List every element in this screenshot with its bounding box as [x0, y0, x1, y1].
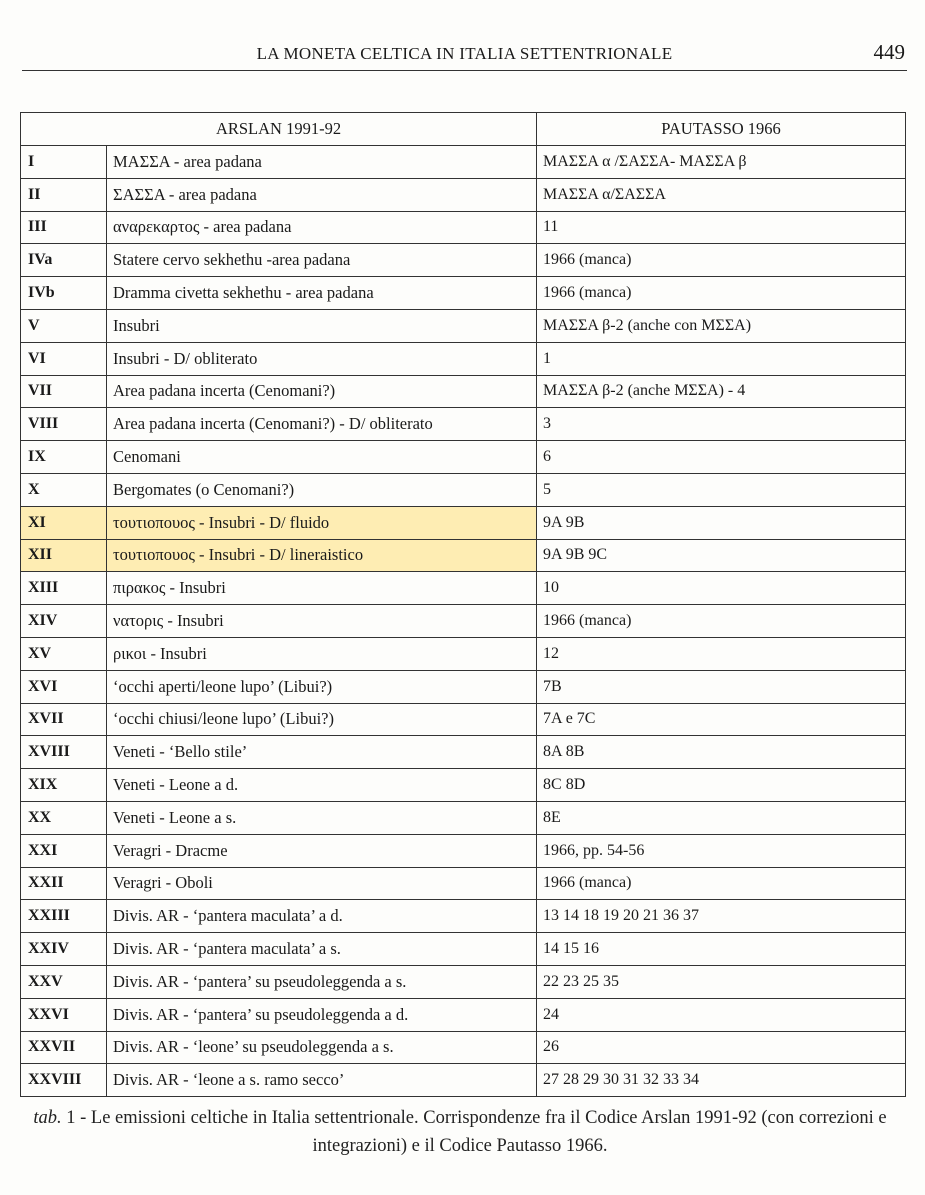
table-row: [21, 670, 906, 703]
table-row: [21, 933, 906, 966]
row-number: XI: [21, 506, 107, 539]
row-reference: 1966, pp. 54-56: [537, 834, 906, 867]
table-row: [21, 375, 906, 408]
row-description: ‘occhi aperti/leone lupo’ (Libui?): [107, 670, 537, 703]
row-number: VII: [21, 375, 107, 408]
row-reference: 14 15 16: [537, 933, 906, 966]
row-number: XV: [21, 637, 107, 670]
row-reference: ΜΑΣΣΑ β-2 (anche con ΜΣΣΑ): [537, 309, 906, 342]
table-row: [21, 605, 906, 638]
row-reference: 1966 (manca): [537, 867, 906, 900]
row-reference: 9A 9B 9C: [537, 539, 906, 572]
table-row: [21, 736, 906, 769]
row-reference: 24: [537, 998, 906, 1031]
row-reference: 1966 (manca): [537, 277, 906, 310]
table-row: [21, 408, 906, 441]
table-row: [21, 834, 906, 867]
row-number: XXI: [21, 834, 107, 867]
row-reference: 27 28 29 30 31 32 33 34: [537, 1064, 906, 1097]
row-number: XVI: [21, 670, 107, 703]
table-row: [21, 277, 906, 310]
caption-text: 1 - Le emissioni celtiche in Italia settentrionale. Corrispondenze fra il Codice Arslan 1991-92 (con correzioni e integrazioni) e il Codice Pautasso 1966.: [61, 1108, 887, 1156]
row-reference: 3: [537, 408, 906, 441]
row-reference: 5: [537, 473, 906, 506]
row-reference: ΜΑΣΣΑ α /ΣΑΣΣΑ- ΜΑΣΣΑ β: [537, 146, 906, 179]
running-title: LA MONETA CELTICA IN ITALIA SETTENTRIONALE: [256, 44, 673, 63]
row-number: II: [21, 178, 107, 211]
row-number: XXVII: [21, 1031, 107, 1064]
table-row: [21, 1064, 906, 1097]
row-reference: 1: [537, 342, 906, 375]
row-reference: 11: [537, 211, 906, 244]
row-number: IVa: [21, 244, 107, 277]
table-row: [21, 178, 906, 211]
table-row: [21, 146, 906, 179]
correspondence-table-container: [20, 112, 905, 1097]
column-header-pautasso: PAUTASSO 1966: [537, 113, 906, 146]
table-row: [21, 506, 906, 539]
row-description: τουτιοπουος - Insubri - D/ lineraistico: [107, 539, 537, 572]
row-number: XIII: [21, 572, 107, 605]
row-description: Cenomani: [107, 441, 537, 474]
row-number: XVIII: [21, 736, 107, 769]
table-row: [21, 572, 906, 605]
row-reference: 8A 8B: [537, 736, 906, 769]
row-reference: 22 23 25 35: [537, 965, 906, 998]
row-reference: 9A 9B: [537, 506, 906, 539]
row-description: ΜΑΣΣΑ - area padana: [107, 146, 537, 179]
table-row: [21, 539, 906, 572]
row-number: XXVI: [21, 998, 107, 1031]
row-description: τουτιοπουος - Insubri - D/ fluido: [107, 506, 537, 539]
row-reference: 7A e 7C: [537, 703, 906, 736]
row-number: III: [21, 211, 107, 244]
row-reference: 26: [537, 1031, 906, 1064]
row-description: Divis. AR - ‘pantera maculata’ a d.: [107, 900, 537, 933]
row-reference: ΜΑΣΣΑ α/ΣΑΣΣΑ: [537, 178, 906, 211]
table-row: [21, 965, 906, 998]
row-number: XXV: [21, 965, 107, 998]
row-number: XII: [21, 539, 107, 572]
row-description: ‘occhi chiusi/leone lupo’ (Libui?): [107, 703, 537, 736]
row-description: νατορις - Insubri: [107, 605, 537, 638]
caption-lead: tab.: [33, 1108, 62, 1128]
row-number: XXIII: [21, 900, 107, 933]
table-row: [21, 441, 906, 474]
row-reference: 6: [537, 441, 906, 474]
row-reference: 10: [537, 572, 906, 605]
row-description: Divis. AR - ‘pantera’ su pseudoleggenda a d.: [107, 998, 537, 1031]
row-description: Veragri - Dracme: [107, 834, 537, 867]
correspondence-table: [20, 112, 906, 1097]
row-description: Insubri: [107, 309, 537, 342]
row-number: XIV: [21, 605, 107, 638]
row-number: IX: [21, 441, 107, 474]
row-description: Veneti - Leone a d.: [107, 769, 537, 802]
row-number: XVII: [21, 703, 107, 736]
row-description: Divis. AR - ‘leone’ su pseudoleggenda a s.: [107, 1031, 537, 1064]
row-description: Veneti - ‘Bello stile’: [107, 736, 537, 769]
row-description: Dramma civetta sekhethu - area padana: [107, 277, 537, 310]
row-reference: 8E: [537, 801, 906, 834]
row-description: Divis. AR - ‘leone a s. ramo secco’: [107, 1064, 537, 1097]
table-row: [21, 309, 906, 342]
row-number: I: [21, 146, 107, 179]
row-number: XXIV: [21, 933, 107, 966]
row-description: Veragri - Oboli: [107, 867, 537, 900]
page-header: [22, 40, 907, 71]
row-description: αναρεκαρτος - area padana: [107, 211, 537, 244]
row-number: XXVIII: [21, 1064, 107, 1097]
table-caption: [30, 1104, 890, 1160]
row-reference: 7B: [537, 670, 906, 703]
row-reference: 1966 (manca): [537, 605, 906, 638]
row-description: Bergomates (o Cenomani?): [107, 473, 537, 506]
row-number: XXII: [21, 867, 107, 900]
table-row: [21, 998, 906, 1031]
table-header-row: [21, 113, 906, 146]
row-description: Divis. AR - ‘pantera’ su pseudoleggenda a s.: [107, 965, 537, 998]
table-row: [21, 244, 906, 277]
table-row: [21, 637, 906, 670]
row-description: Area padana incerta (Cenomani?) - D/ obliterato: [107, 408, 537, 441]
row-description: ρικοι - Insubri: [107, 637, 537, 670]
column-header-arslan: ARSLAN 1991-92: [21, 113, 537, 146]
row-number: XIX: [21, 769, 107, 802]
table-row: [21, 801, 906, 834]
row-reference: 8C 8D: [537, 769, 906, 802]
row-description: ΣΑΣΣΑ - area padana: [107, 178, 537, 211]
row-description: πιρακος - Insubri: [107, 572, 537, 605]
table-row: [21, 867, 906, 900]
table-row: [21, 1031, 906, 1064]
row-description: Area padana incerta (Cenomani?): [107, 375, 537, 408]
page-number: 449: [873, 40, 905, 64]
table-row: [21, 473, 906, 506]
row-reference: ΜΑΣΣΑ β-2 (anche ΜΣΣΑ) - 4: [537, 375, 906, 408]
row-description: Veneti - Leone a s.: [107, 801, 537, 834]
row-reference: 13 14 18 19 20 21 36 37: [537, 900, 906, 933]
row-number: IVb: [21, 277, 107, 310]
table-row: [21, 342, 906, 375]
row-reference: 1966 (manca): [537, 244, 906, 277]
row-number: X: [21, 473, 107, 506]
table-row: [21, 703, 906, 736]
row-number: VIII: [21, 408, 107, 441]
row-number: XX: [21, 801, 107, 834]
row-number: V: [21, 309, 107, 342]
table-row: [21, 769, 906, 802]
row-description: Statere cervo sekhethu -area padana: [107, 244, 537, 277]
table-row: [21, 900, 906, 933]
row-description: Insubri - D/ obliterato: [107, 342, 537, 375]
row-description: Divis. AR - ‘pantera maculata’ a s.: [107, 933, 537, 966]
table-row: [21, 211, 906, 244]
row-reference: 12: [537, 637, 906, 670]
row-number: VI: [21, 342, 107, 375]
table-body: [21, 146, 906, 1097]
